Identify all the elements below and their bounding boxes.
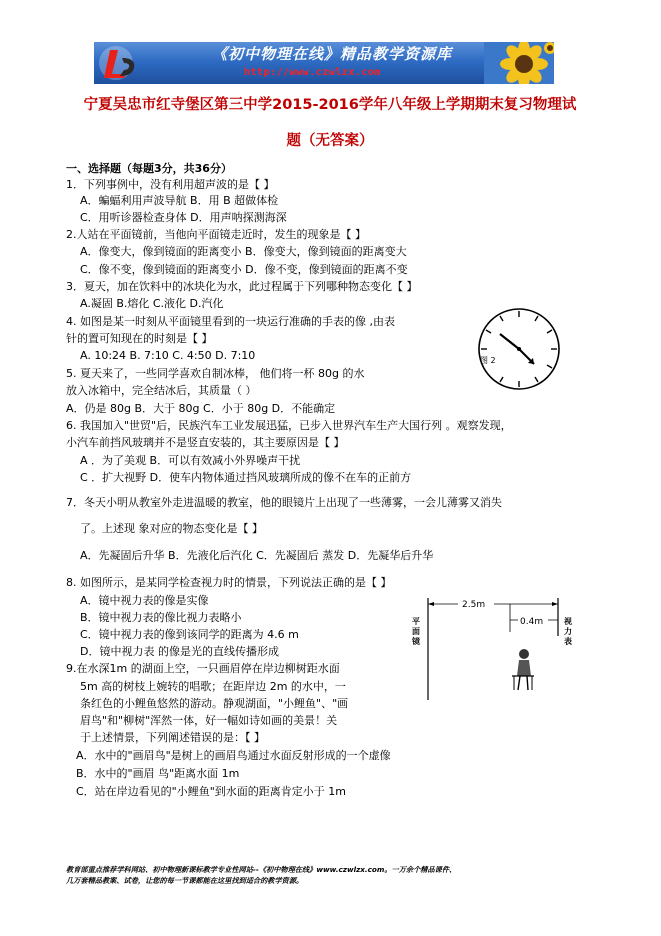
footer-line1: 教育部重点推荐学科网站、初中物理新课标教学专业性网站--《初中物理在线》www.czwlzx.com。一万余个精品课件、 — [66, 865, 457, 874]
mirror-label-2: 面 — [412, 627, 420, 636]
question-9: 9.在水深1m 的湖面上空，一只画眉停在岸边柳树距水面 — [66, 662, 340, 675]
option-line: A ．为了美观 B．可以有效减小外界噪声干扰 — [80, 454, 301, 467]
chart-label-1: 视 — [564, 617, 572, 626]
clock-figure — [476, 306, 562, 392]
question-7-cont: 了。上述现 象对应的物态变化是【 】 — [80, 522, 263, 535]
mirror-label — [412, 616, 423, 646]
option-line: A．像变大，像到镜面的距离变小 B．像变大，像到镜面的距离变大 — [80, 245, 407, 258]
option-line: A．蝙蝠利用声波导航 B．用 B 超做体检 — [80, 194, 279, 207]
option-line: C．用听诊器检查身体 D．用声呐探测海深 — [80, 211, 287, 224]
footer — [66, 864, 606, 886]
option-line: A．水中的"画眉鸟"是树上的画眉鸟通过水面反射形成的一个虚像 — [76, 749, 391, 762]
sunflower-icon — [484, 42, 554, 84]
option-line: B．镜中视力表的像比视力表略小 — [80, 611, 242, 624]
document-title-line2: 题（无答案） — [286, 133, 374, 149]
option-line: D．镜中视力表 的像是光的直线传播形成 — [80, 645, 279, 658]
clock-figure-label: 图 2 — [480, 356, 496, 365]
banner-title: 《初中物理在线》精品教学资源库 — [212, 45, 453, 63]
student-icon — [512, 649, 534, 690]
question-2: 2.人站在平面镜前，当他向平面镜走近时，发生的现象是【 】 — [66, 228, 366, 241]
chart-label-2: 力 — [564, 627, 572, 636]
question-1: 1．下列事例中，没有利用超声波的是【 】 — [66, 178, 275, 191]
document-title-line1: 宁夏吴忠市红寺堡区第三中学2015-2016学年八年级上学期期末复习物理试 — [83, 97, 577, 113]
option-line: C．站在岸边看见的"小鲤鱼"到水面的距离肯定小于 1m — [76, 785, 347, 798]
option-line: A．仍是 80g B．大于 80g C．小于 80g D．不能确定 — [66, 402, 336, 415]
option-line: C．像不变，像到镜面的距离变小 D．像不变，像到镜面的距离不变 — [80, 263, 408, 276]
question-6: 6. 我国加入"世贸"后，民族汽车工业发展迅猛，已步入世界汽车生产大国行列 。观察发现， — [66, 419, 512, 432]
chart-label-3: 表 — [564, 637, 572, 646]
question-9-cont: 眉鸟"和"柳树"浑然一体，好一幅如诗如画的美景！关 — [80, 714, 338, 727]
dim-small-label: 0.4m — [520, 617, 544, 627]
question-3: 3．夏天，加在饮料中的冰块化为水，此过程属于下列哪种物态变化【 】 — [66, 280, 418, 293]
question-5: 5. 夏天来了，一些同学喜欢自制冰棒， 他们将一杯 80g 的水 — [66, 367, 365, 380]
question-9-cont: 条红色的小鲤鱼悠然的游动。静观湖面，"小鲤鱼"、"画 — [80, 697, 349, 710]
option-line: C ．扩大视野 D．使车内物体通过挡风玻璃所成的像不在车的正前方 — [80, 471, 412, 484]
option-line: C．镜中视力表的像到该同学的距离为 4.6 m — [80, 628, 299, 641]
question-7: 7．冬天小明从教室外走进温暖的教室，他的眼镜片上出现了一些薄雾，一会儿薄雾又消失 — [66, 496, 502, 509]
dim-total-label: 2.5m — [462, 600, 486, 610]
option-line: A. 10:24 B. 7:10 C. 4:50 D. 7:10 — [80, 349, 256, 362]
question-8: 8. 如图所示，是某同学检查视力时的情景，下列说法正确的是【 】 — [66, 576, 392, 589]
question-4-cont: 针的置可知现在的时刻是【 】 — [66, 332, 213, 345]
header-banner — [94, 42, 554, 84]
question-4: 4. 如图是某一时刻从平面镜里看到的一块运行准确的手表的像 ,由表 — [66, 315, 395, 328]
option-line: B．水中的"画眉 鸟"距离水面 1m — [76, 767, 240, 780]
mirror-label-1: 平 — [412, 617, 420, 626]
option-line: A．先凝固后升华 B．先液化后汽化 C．先凝固后 蒸发 D．先凝华后升华 — [80, 549, 434, 562]
eye-test-figure — [410, 596, 596, 702]
banner-url: http://www.czwlzx.com — [244, 67, 381, 78]
option-line: A.凝固 B.熔化 C.液化 D.汽化 — [80, 297, 224, 310]
question-9-cont: 5m 高的树枝上婉转的唱歌；在距岸边 2m 的水中，一 — [80, 680, 346, 693]
footer-line2: 几万套精品教案、试卷，让您的每一节课都能在这里找到适合的教学资源。 — [66, 876, 304, 885]
section-heading: 一、选择题（每题3分，共36分） — [66, 162, 232, 175]
question-9-cont: 于上述情景，下列阐述错误的是：【 】 — [80, 731, 265, 744]
logo-icon — [96, 44, 144, 82]
question-6-cont: 小汽车前挡风玻璃并不是竖直安装的，其主要原因是【 】 — [66, 436, 345, 449]
option-line: A．镜中视力表的像是实像 — [80, 594, 209, 607]
chart-label — [563, 616, 575, 646]
question-5-cont: 放入冰箱中，完全结冰后，其质量（ ） — [66, 384, 257, 397]
mirror-label-3: 镜 — [412, 637, 420, 646]
